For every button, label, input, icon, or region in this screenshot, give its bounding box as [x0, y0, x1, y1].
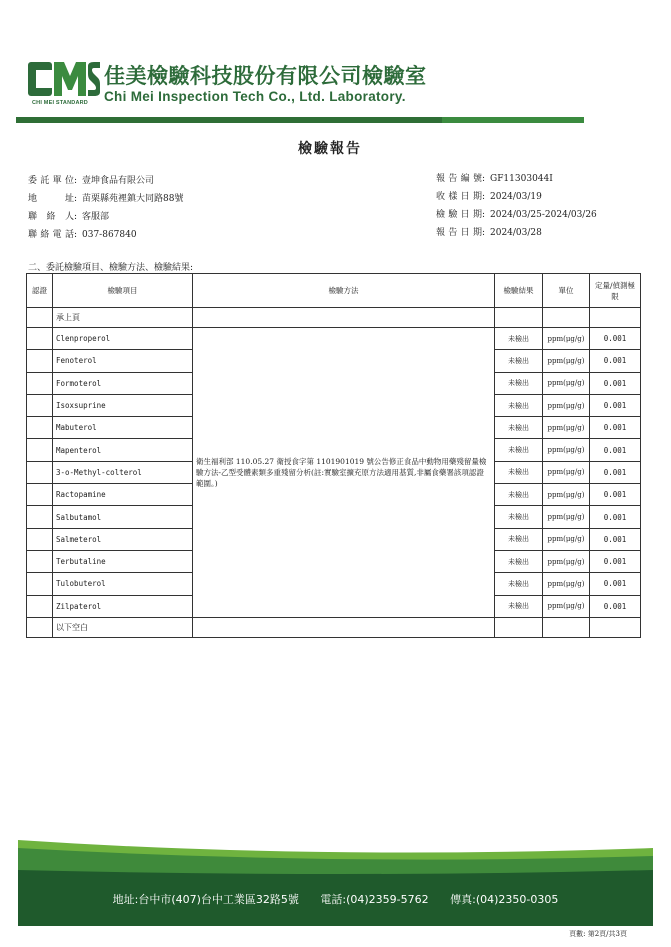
unit-cell: ppm(μg/g)	[543, 328, 590, 350]
continued-row	[27, 308, 641, 328]
client-address: 苗栗縣苑裡鎮大同路88號	[82, 194, 184, 204]
letterhead	[26, 58, 626, 108]
results-table	[26, 273, 641, 638]
unit-cell: ppm(μg/g)	[543, 595, 590, 617]
report-info	[436, 170, 597, 242]
result-cell: 未檢出	[495, 394, 543, 416]
client-unit: 壹坤食品有限公司	[82, 176, 155, 186]
client-contact: 客服部	[82, 212, 110, 222]
footer-address: 地址:台中市(407)台中工業區32路5號	[112, 893, 299, 906]
cert-cell	[27, 484, 53, 506]
unit-cell: ppm(μg/g)	[543, 484, 590, 506]
company-name-zh: 佳美檢驗科技股份有限公司檢驗室	[104, 64, 427, 88]
header-limit: 定量/偵測極限	[590, 274, 641, 308]
result-cell: 未檢出	[495, 417, 543, 439]
test-date-row: 檢驗日期 : 2024/03/25-2024/03/26	[436, 206, 597, 224]
result-cell: 未檢出	[495, 484, 543, 506]
footer-banner	[18, 830, 653, 926]
item-cell: Tulobuterol	[53, 573, 193, 595]
report-number: GF11303044I	[490, 174, 553, 184]
client-unit-label: 委託單位	[28, 176, 74, 186]
client-info	[28, 172, 183, 244]
cert-cell	[27, 506, 53, 528]
client-unit-row: 委託單位 : 壹坤食品有限公司	[28, 172, 183, 190]
result-cell: 未檢出	[495, 506, 543, 528]
page-number: 頁數: 第2頁/共3頁	[569, 930, 627, 938]
footer-fax: 傳真:(04)2350-0305	[450, 893, 559, 906]
unit-cell: ppm(μg/g)	[543, 550, 590, 572]
unit-cell: ppm(μg/g)	[543, 394, 590, 416]
unit-cell: ppm(μg/g)	[543, 439, 590, 461]
result-cell: 未檢出	[495, 573, 543, 595]
item-cell: Isoxsuprine	[53, 394, 193, 416]
result-cell: 未檢出	[495, 528, 543, 550]
result-cell: 未檢出	[495, 439, 543, 461]
header-result: 檢驗結果	[495, 274, 543, 308]
result-cell: 未檢出	[495, 595, 543, 617]
received-date-label: 收樣日期	[436, 192, 482, 202]
result-cell: 未檢出	[495, 350, 543, 372]
received-date-row: 收樣日期 : 2024/03/19	[436, 188, 597, 206]
client-phone-label: 聯絡電話	[28, 230, 74, 240]
cert-cell	[27, 417, 53, 439]
limit-cell: 0.001	[590, 439, 641, 461]
limit-cell: 0.001	[590, 350, 641, 372]
cert-cell	[27, 461, 53, 483]
limit-cell: 0.001	[590, 528, 641, 550]
item-cell: Mapenterol	[53, 439, 193, 461]
cert-cell	[27, 372, 53, 394]
header-method: 檢驗方法	[193, 274, 495, 308]
header-item: 檢驗項目	[53, 274, 193, 308]
client-contact-row: 聯絡人 : 客服部	[28, 208, 183, 226]
footer-wave	[18, 830, 653, 926]
footer-phone: 電話:(04)2359-5762	[320, 893, 429, 906]
section-title: 二、委託檢驗項目、檢驗方法、檢驗結果:	[28, 263, 194, 273]
header-cert: 認證	[27, 274, 53, 308]
blank-row	[27, 617, 641, 637]
item-cell: Formoterol	[53, 372, 193, 394]
unit-cell: ppm(μg/g)	[543, 350, 590, 372]
limit-cell: 0.001	[590, 484, 641, 506]
limit-cell: 0.001	[590, 506, 641, 528]
limit-cell: 0.001	[590, 394, 641, 416]
client-address-label: 地 址	[28, 194, 74, 204]
item-cell: Zilpaterol	[53, 595, 193, 617]
limit-cell: 0.001	[590, 595, 641, 617]
limit-cell: 0.001	[590, 461, 641, 483]
client-contact-label: 聯絡人	[28, 212, 74, 222]
limit-cell: 0.001	[590, 328, 641, 350]
result-cell: 未檢出	[495, 372, 543, 394]
item-cell: Fenoterol	[53, 350, 193, 372]
item-cell: Salbutamol	[53, 506, 193, 528]
item-cell: 3-o-Methyl-colterol	[53, 461, 193, 483]
table-header-row	[27, 274, 641, 308]
result-cell: 未檢出	[495, 461, 543, 483]
unit-cell: ppm(μg/g)	[543, 461, 590, 483]
report-number-row: 報告編號 : GF11303044I	[436, 170, 597, 188]
result-cell: 未檢出	[495, 328, 543, 350]
cert-cell	[27, 350, 53, 372]
report-date-row: 報告日期 : 2024/03/28	[436, 224, 597, 242]
cert-cell	[27, 439, 53, 461]
cert-cell	[27, 394, 53, 416]
report-date-label: 報告日期	[436, 228, 482, 238]
cert-cell	[27, 595, 53, 617]
logo-caption: CHI MEI STANDARD	[32, 100, 88, 106]
unit-cell: ppm(μg/g)	[543, 528, 590, 550]
limit-cell: 0.001	[590, 573, 641, 595]
unit-cell: ppm(μg/g)	[543, 417, 590, 439]
limit-cell: 0.001	[590, 417, 641, 439]
cert-cell	[27, 550, 53, 572]
limit-cell: 0.001	[590, 550, 641, 572]
company-name-en: Chi Mei Inspection Tech Co., Ltd. Laboratory.	[104, 89, 406, 104]
item-cell: Salmeterol	[53, 528, 193, 550]
item-cell: Clenproperol	[53, 328, 193, 350]
document-title: 檢驗報告	[298, 141, 362, 157]
test-date: 2024/03/25-2024/03/26	[490, 210, 597, 220]
result-cell: 未檢出	[495, 550, 543, 572]
cert-cell	[27, 528, 53, 550]
client-phone-row: 聯絡電話 : 037-867840	[28, 226, 183, 244]
header-divider	[16, 117, 584, 123]
item-cell: Terbutaline	[53, 550, 193, 572]
client-address-row: 地 址 : 苗栗縣苑裡鎮大同路88號	[28, 190, 183, 208]
cert-cell	[27, 573, 53, 595]
cert-cell	[27, 328, 53, 350]
limit-cell: 0.001	[590, 372, 641, 394]
item-cell: Ractopamine	[53, 484, 193, 506]
unit-cell: ppm(μg/g)	[543, 573, 590, 595]
report-date: 2024/03/28	[490, 228, 542, 238]
footer-contact	[18, 891, 653, 907]
continued-label: 承上頁	[53, 308, 193, 328]
blank-below-label: 以下空白	[53, 617, 193, 637]
header-unit: 單位	[543, 274, 590, 308]
unit-cell: ppm(μg/g)	[543, 372, 590, 394]
item-cell: Mabuterol	[53, 417, 193, 439]
client-phone: 037-867840	[82, 230, 137, 240]
method-cell: 衛生福利部 110.05.27 衛授食字第 1101901019 號公告修正食品中動物用藥殘留量檢驗方法-乙型受體素類多重殘留分析(註:實驗室擴充原方法適用基質,非屬食藥署該項認證範圍。)	[193, 328, 495, 618]
report-number-label: 報告編號	[436, 174, 482, 184]
test-date-label: 檢驗日期	[436, 210, 482, 220]
received-date: 2024/03/19	[490, 192, 542, 202]
unit-cell: ppm(μg/g)	[543, 506, 590, 528]
table-row	[27, 328, 641, 350]
